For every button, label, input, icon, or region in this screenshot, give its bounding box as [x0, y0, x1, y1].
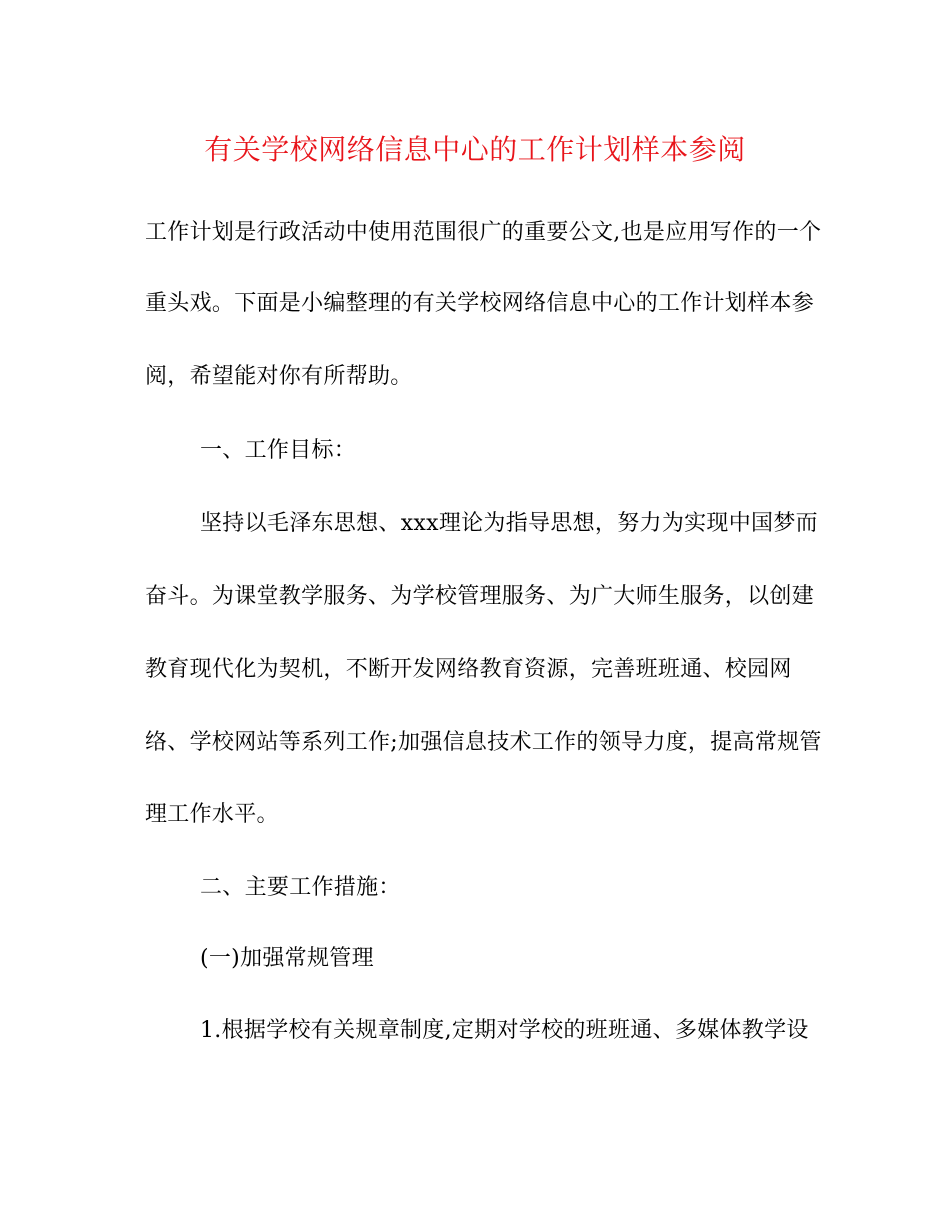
paragraph-line: 1.根据学校有关规章制度,定期对学校的班班通、多媒体教学设	[200, 1018, 809, 1043]
section-heading: 二、主要工作措施：	[200, 875, 401, 900]
section-heading: 一、工作目标：	[200, 438, 357, 463]
paragraph-line: 络、学校网站等系列工作;加强信息技术工作的领导力度，提高常规管	[145, 730, 822, 755]
paragraph-line: 教育现代化为契机，不断开发网络教育资源，完善班班通、校园网	[145, 657, 792, 682]
paragraph-line: 理工作水平。	[145, 802, 279, 827]
paragraph-line: 坚持以毛泽东思想、xxx理论为指导思想，努力为实现中国梦而	[200, 511, 818, 536]
paragraph-line: 阅，希望能对你有所帮助。	[145, 364, 413, 389]
subsection-heading: (一)加强常规管理	[200, 946, 374, 971]
paragraph-line: 重头戏。下面是小编整理的有关学校网络信息中心的工作计划样本参	[145, 291, 815, 316]
paragraph-line: 工作计划是行政活动中使用范围很广的重要公文,也是应用写作的一个	[145, 220, 822, 245]
document-title: 有关学校网络信息中心的工作计划样本参阅	[204, 133, 746, 166]
paragraph-line: 奋斗。为课堂教学服务、为学校管理服务、为广大师生服务，以创建	[145, 584, 815, 609]
